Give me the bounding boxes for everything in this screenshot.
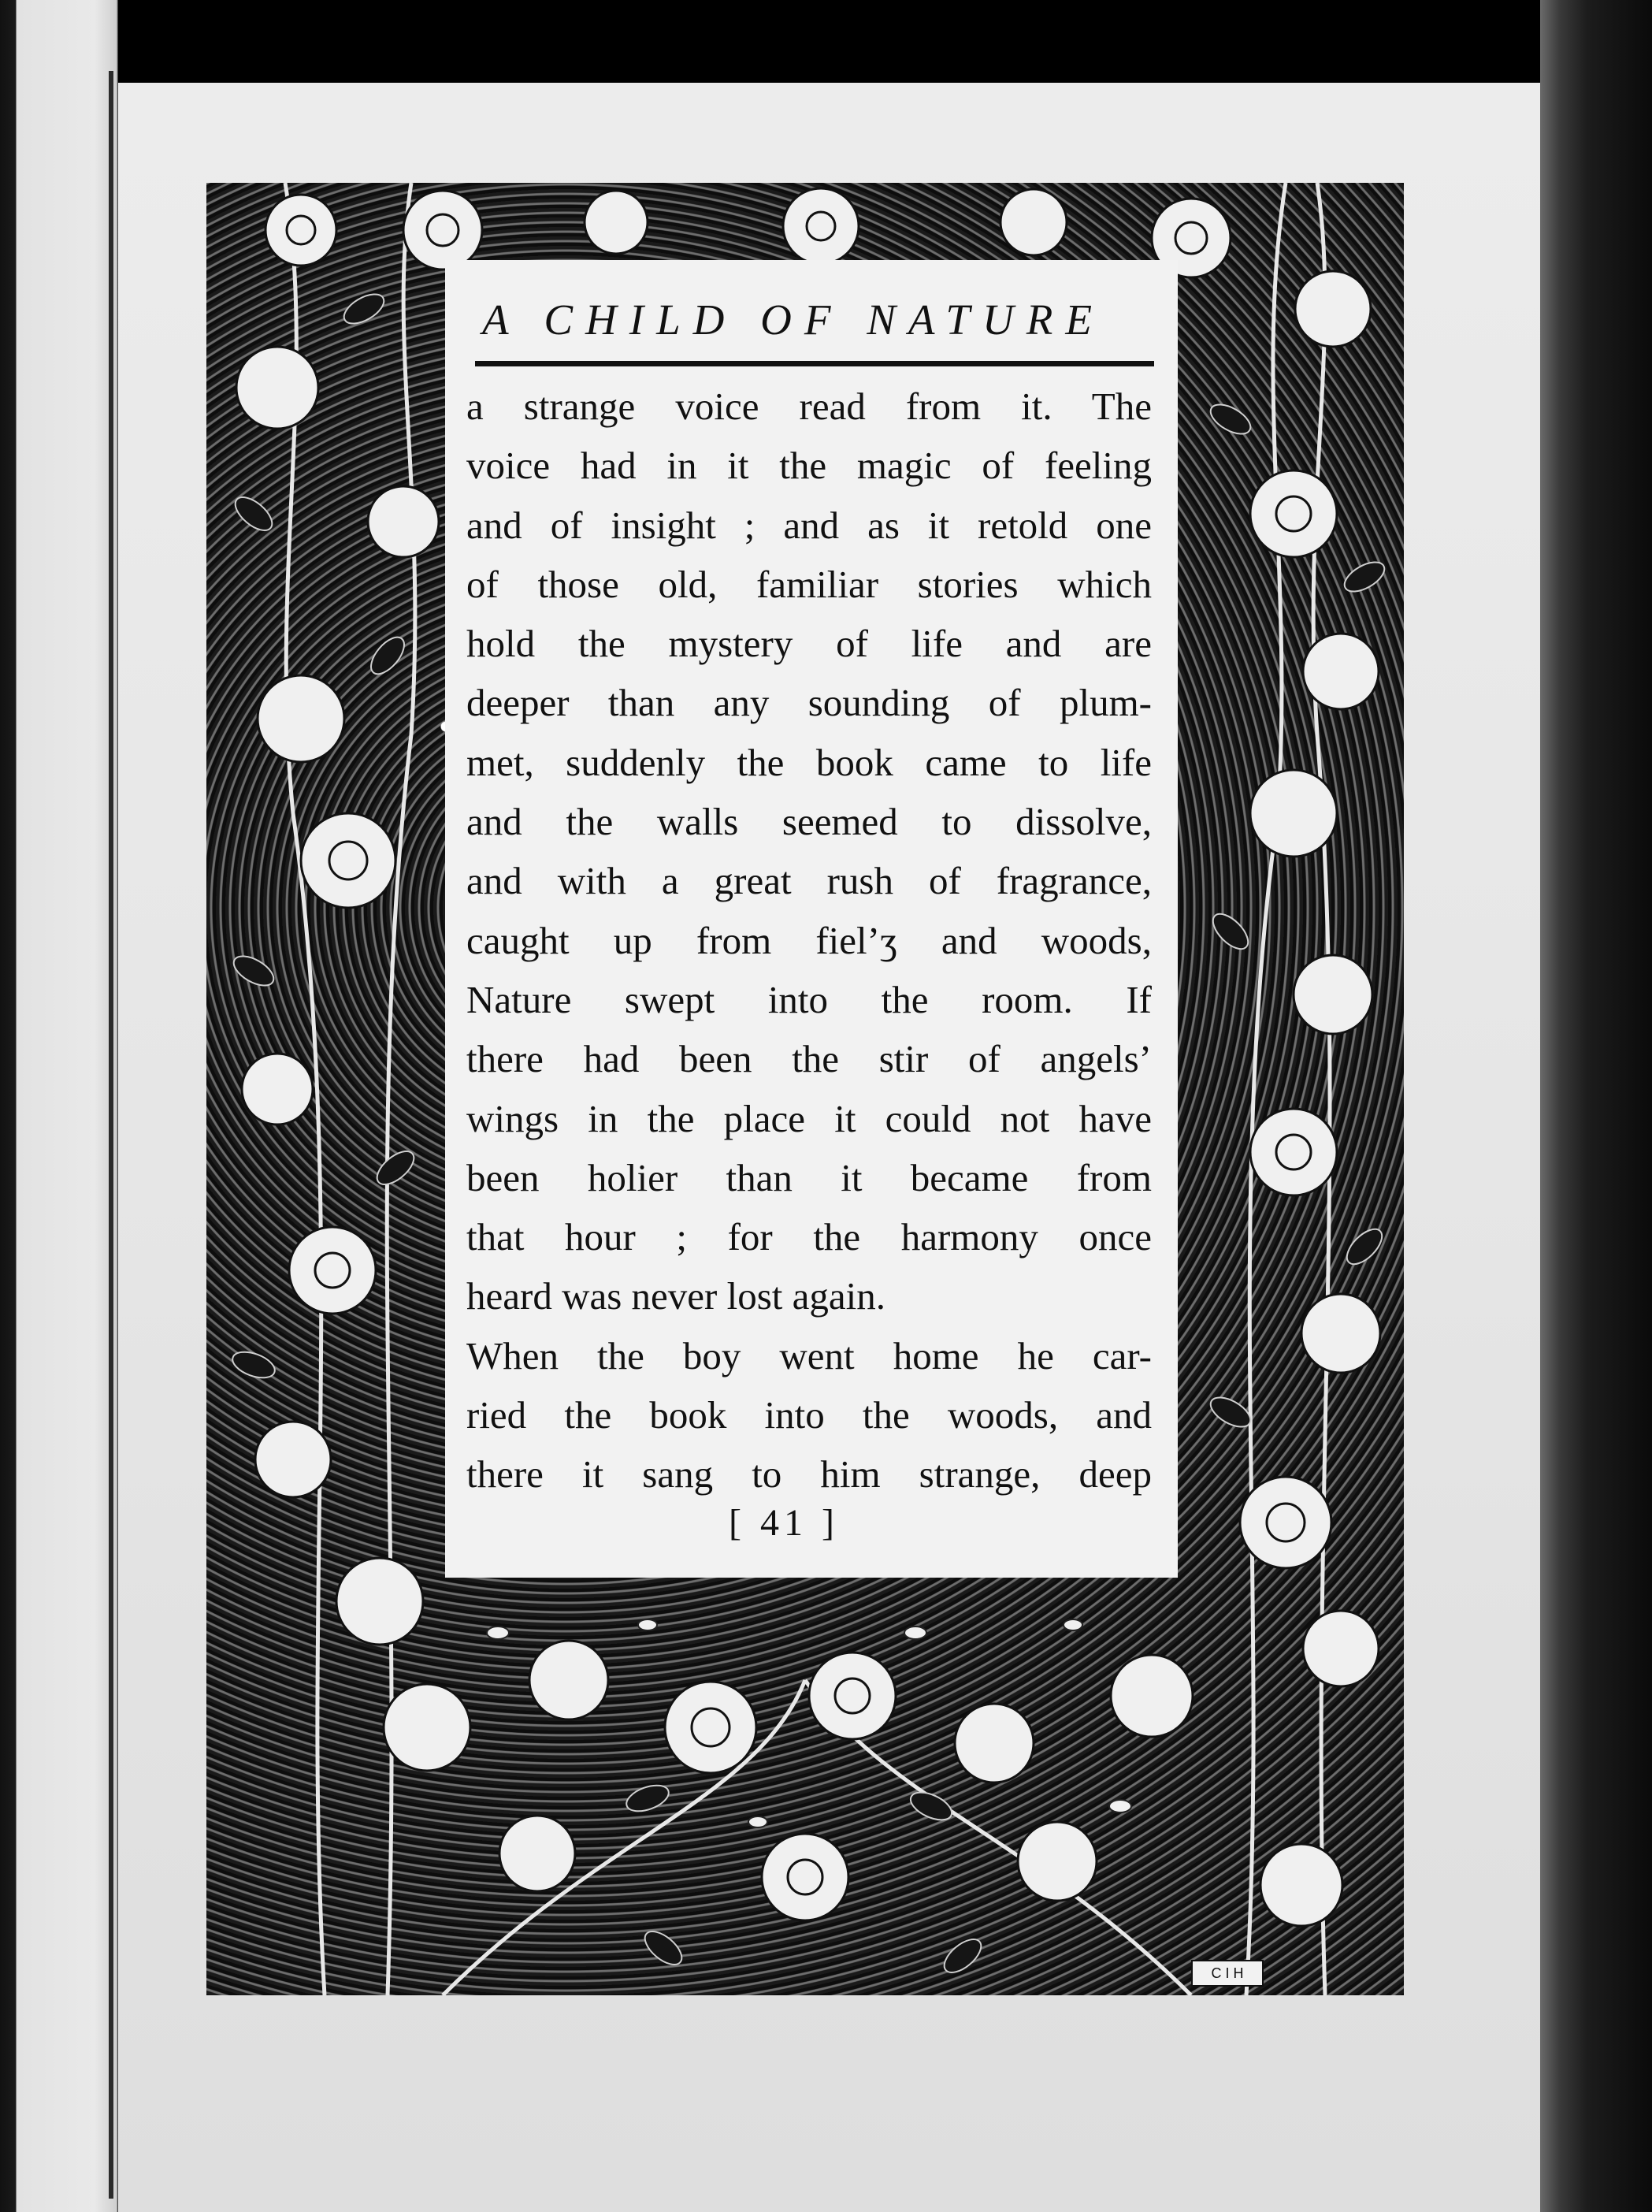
text-line: there had been the stir of angels’ xyxy=(466,1037,1152,1081)
artist-monogram xyxy=(1191,1960,1264,1987)
running-head xyxy=(482,288,1156,351)
text-line: deeper than any sounding of plum- xyxy=(466,681,1152,725)
text-line: voice had in it the magic of feeling xyxy=(466,444,1152,488)
body-text xyxy=(466,377,1152,1504)
text-line: and with a great rush of fragrance, xyxy=(466,859,1152,903)
text-line: that hour ; for the harmony once xyxy=(466,1215,1152,1259)
text-line: ried the book into the woods, and xyxy=(466,1393,1152,1437)
text-line: a strange voice read from it. The xyxy=(466,385,1152,428)
text-line: wings in the place it could not have xyxy=(466,1096,1152,1140)
artist-monogram-text: C I H xyxy=(1211,1965,1244,1981)
running-head-rule xyxy=(475,361,1154,366)
facing-page-edge xyxy=(0,0,118,2212)
running-head-text: A CHILD OF NATURE xyxy=(482,295,1104,344)
text-line: heard was never lost again. xyxy=(466,1274,885,1318)
book-binding-edge xyxy=(1540,0,1652,2212)
text-line: met, suddenly the book came to life xyxy=(466,740,1152,784)
text-line: been holier than it became from xyxy=(466,1155,1152,1199)
text-line: caught up from fiel’ʒ and woods, xyxy=(466,918,1152,962)
text-line: and the walls seemed to dissolve, xyxy=(466,800,1152,844)
text-line: Nature swept into the room. If xyxy=(466,977,1152,1021)
text-line: of those old, familiar stories which xyxy=(466,562,1152,606)
text-line: and of insight ; and as it retold one xyxy=(466,503,1152,547)
text-line: When the boy went home he car- xyxy=(466,1333,1152,1377)
page-number: [ 41 ] xyxy=(729,1502,839,1544)
text-line: hold the mystery of life and are xyxy=(466,622,1152,666)
gutter-line xyxy=(109,71,113,2199)
text-line: there it sang to him strange, deep xyxy=(466,1452,1152,1496)
